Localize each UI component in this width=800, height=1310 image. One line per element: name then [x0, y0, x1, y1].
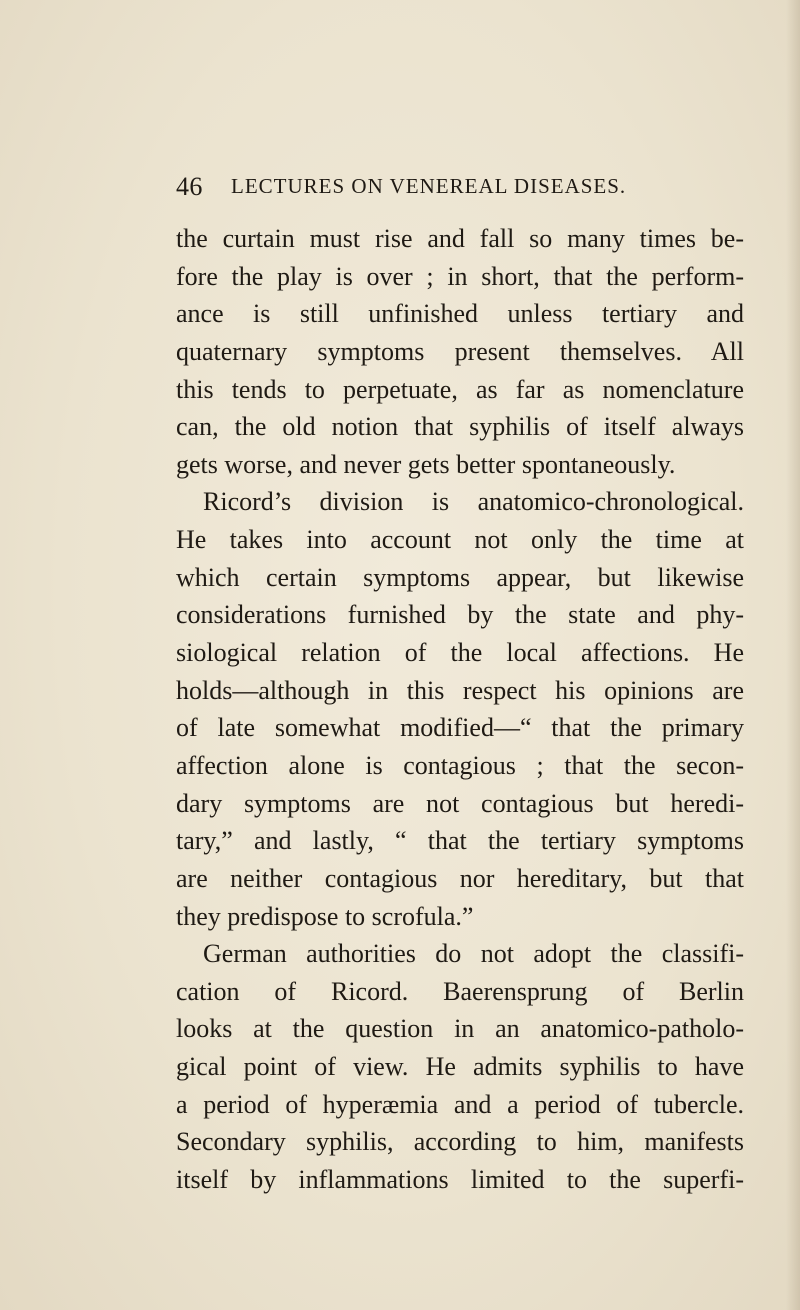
text-line: Ricord’s division is anatomico-chronological.	[203, 487, 744, 517]
text-line: He takes into account not only the time at	[176, 525, 744, 555]
text-line: dary symptoms are not contagious but heredi-	[176, 788, 744, 818]
text-line: itself by inflammations limited to the superfi-	[176, 1165, 744, 1195]
text-line: a period of hyperæmia and a period of tubercle.	[176, 1089, 744, 1119]
text-line: cation of Ricord. Baerensprung of Berlin	[176, 976, 744, 1006]
text-line: gets worse, and never gets better spontaneously.	[176, 449, 676, 479]
text-line: siological relation of the local affections. He	[176, 638, 744, 668]
text-line: holds—although in this respect his opinions are	[176, 675, 744, 705]
text-line: are neither contagious nor hereditary, but that	[176, 863, 744, 893]
text-line: tary,” and lastly, “ that the tertiary symptoms	[176, 826, 744, 856]
text-line: gical point of view. He admits syphilis to have	[176, 1052, 744, 1082]
text-line: which certain symptoms appear, but likewise	[176, 562, 744, 592]
text-line: affection alone is contagious ; that the secon-	[176, 750, 744, 780]
page-header	[176, 172, 776, 204]
page-number: 46	[176, 172, 203, 201]
text-line: considerations furnished by the state and phy-	[176, 600, 744, 630]
text-line: they predispose to scrofula.”	[176, 901, 474, 931]
text-line: can, the old notion that syphilis of itself always	[176, 412, 744, 442]
running-head: LECTURES ON VENEREAL DISEASES.	[231, 174, 627, 198]
text-line: the curtain must rise and fall so many times be-	[176, 224, 744, 253]
text-line: looks at the question in an anatomico-patholo-	[176, 1014, 744, 1044]
text-line: of late somewhat modified—“ that the primary	[176, 713, 744, 743]
text-line: this tends to perpetuate, as far as nomenclature	[176, 374, 744, 404]
text-line: ance is still unfinished unless tertiary and	[176, 299, 744, 329]
text-line: quaternary symptoms present themselves. All	[176, 336, 744, 366]
body-text	[176, 220, 744, 1199]
text-line: fore the play is over ; in short, that the perform-	[176, 261, 744, 291]
text-line: German authorities do not adopt the classifi-	[203, 939, 744, 969]
text-line: Secondary syphilis, according to him, manifests	[176, 1127, 744, 1157]
